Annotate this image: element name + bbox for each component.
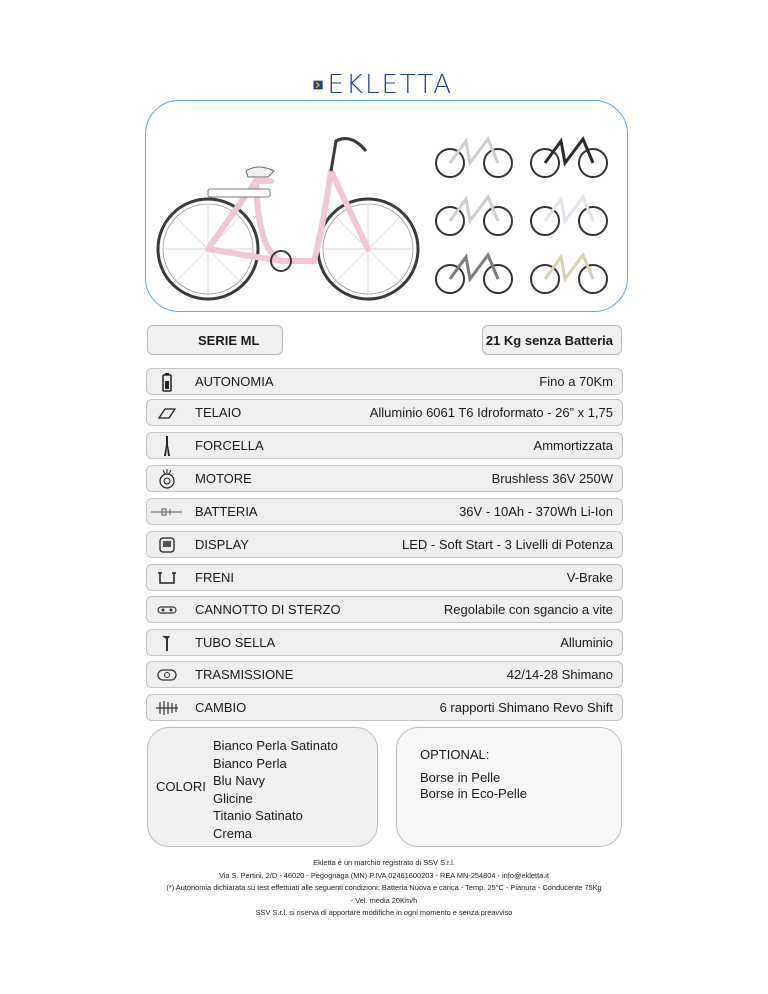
- spec-label: AUTONOMIA: [195, 374, 274, 389]
- seatpost-icon: [147, 630, 187, 655]
- brand-logo: [313, 70, 453, 100]
- list-item: Bianco Perla Satinato: [213, 738, 339, 753]
- spec-label: MOTORE: [195, 471, 252, 486]
- spec-row-motore: [146, 465, 623, 492]
- spec-row-autonomia: [146, 368, 623, 395]
- series-label: SERIE ML: [147, 325, 283, 355]
- motor-icon: [147, 466, 187, 491]
- list-item: Bianco Perla: [213, 755, 287, 771]
- spec-row-telaio: [146, 399, 623, 426]
- spec-value: Regolabile con sgancio a vite: [443, 602, 613, 617]
- gears-icon: [147, 695, 187, 720]
- spec-label: DISPLAY: [195, 537, 249, 552]
- colors-list: [213, 737, 338, 842]
- spec-value: 42/14-28 Shimano: [506, 667, 613, 682]
- spec-label: CAMBIO: [195, 700, 247, 715]
- list-item: Borse in Pelle: [420, 770, 501, 785]
- spec-row-batteria: [146, 498, 623, 525]
- list-item: Glicine: [213, 790, 253, 806]
- main-bike-image: [158, 139, 418, 299]
- spec-label: CANNOTTO DI STERZO: [195, 602, 341, 617]
- colors-box: [147, 727, 378, 847]
- list-item: Titanio Satinato: [213, 808, 303, 823]
- footer: [0, 857, 768, 920]
- list-item: Borse in Eco-Pelle: [420, 786, 527, 801]
- spec-value: Ammortizzata: [533, 438, 613, 453]
- optional-list: [420, 770, 527, 802]
- optional-box: [396, 727, 622, 847]
- spec-row-display: [146, 531, 623, 558]
- spec-row-cambio: [146, 694, 623, 721]
- brake-icon: [147, 565, 187, 590]
- list-item: Crema: [213, 825, 253, 841]
- spec-value: 36V - 10Ah - 370Wh Li-Ion: [459, 504, 613, 519]
- ekletta-logo-mark-icon: [313, 73, 324, 97]
- optional-title: OPTIONAL:: [420, 747, 490, 762]
- footer-line: (*) Autonomia dichiarata su test effettuati alle seguenti condizioni: Batteria Nuova e carica - Temp. 25°C - Pianura - Conducente 75Kg: [166, 883, 602, 892]
- spec-row-tubo-sella: [146, 629, 623, 656]
- stem-icon: [147, 597, 187, 622]
- spec-row-cannotto: [146, 596, 623, 623]
- spec-value: Fino a 70Km: [539, 374, 613, 389]
- spec-label: BATTERIA: [195, 504, 258, 519]
- spec-row-freni: [146, 564, 623, 591]
- spec-value: 6 rapporti Shimano Revo Shift: [439, 700, 613, 715]
- spec-row-trasmissione: [146, 661, 623, 688]
- chain-icon: [147, 662, 187, 687]
- color-variant-thumbnails: [436, 139, 607, 293]
- bike-illustration: [146, 101, 628, 312]
- battery-pack-icon: [147, 499, 187, 524]
- battery-icon: [147, 369, 187, 394]
- footer-line: Via S. Pertini, 2/D - 46020 - Pegognaga (MN) P.IVA 02461600203 - REA MN-254804 - info@ekletta.it: [218, 870, 549, 880]
- colors-title: COLORI: [156, 779, 206, 794]
- spec-row-forcella: [146, 432, 623, 459]
- spec-value: LED - Soft Start - 3 Livelli di Potenza: [402, 537, 613, 552]
- product-image-frame: [145, 100, 628, 312]
- spec-label: FORCELLA: [195, 438, 264, 453]
- frame-icon: [147, 400, 187, 425]
- footer-line: SSV S.r.l. si riserva di apportare modifiche in ogni momento e senza preavviso: [255, 908, 513, 917]
- spec-label: FRENI: [195, 570, 234, 585]
- spec-label: TUBO SELLA: [195, 635, 276, 650]
- fork-icon: [147, 433, 187, 458]
- spec-value: Alluminio 6061 T6 Idroformato - 26” x 1,75: [369, 405, 613, 420]
- footer-line: - Vel. media 20Km/h: [350, 895, 418, 905]
- footer-line: Ekletta è un marchio registrato di SSV S.r.l.: [313, 858, 455, 867]
- spec-value: V-Brake: [566, 570, 613, 585]
- spec-label: TRASMISSIONE: [195, 667, 294, 682]
- weight-label: 21 Kg senza Batteria: [482, 325, 622, 355]
- brand-name: EKLETTA: [327, 70, 453, 100]
- display-icon: [147, 532, 187, 557]
- spec-label: TELAIO: [195, 405, 242, 420]
- list-item: Blu Navy: [213, 773, 266, 788]
- spec-value: Brushless 36V 250W: [491, 471, 613, 486]
- spec-value: Alluminio: [560, 635, 613, 650]
